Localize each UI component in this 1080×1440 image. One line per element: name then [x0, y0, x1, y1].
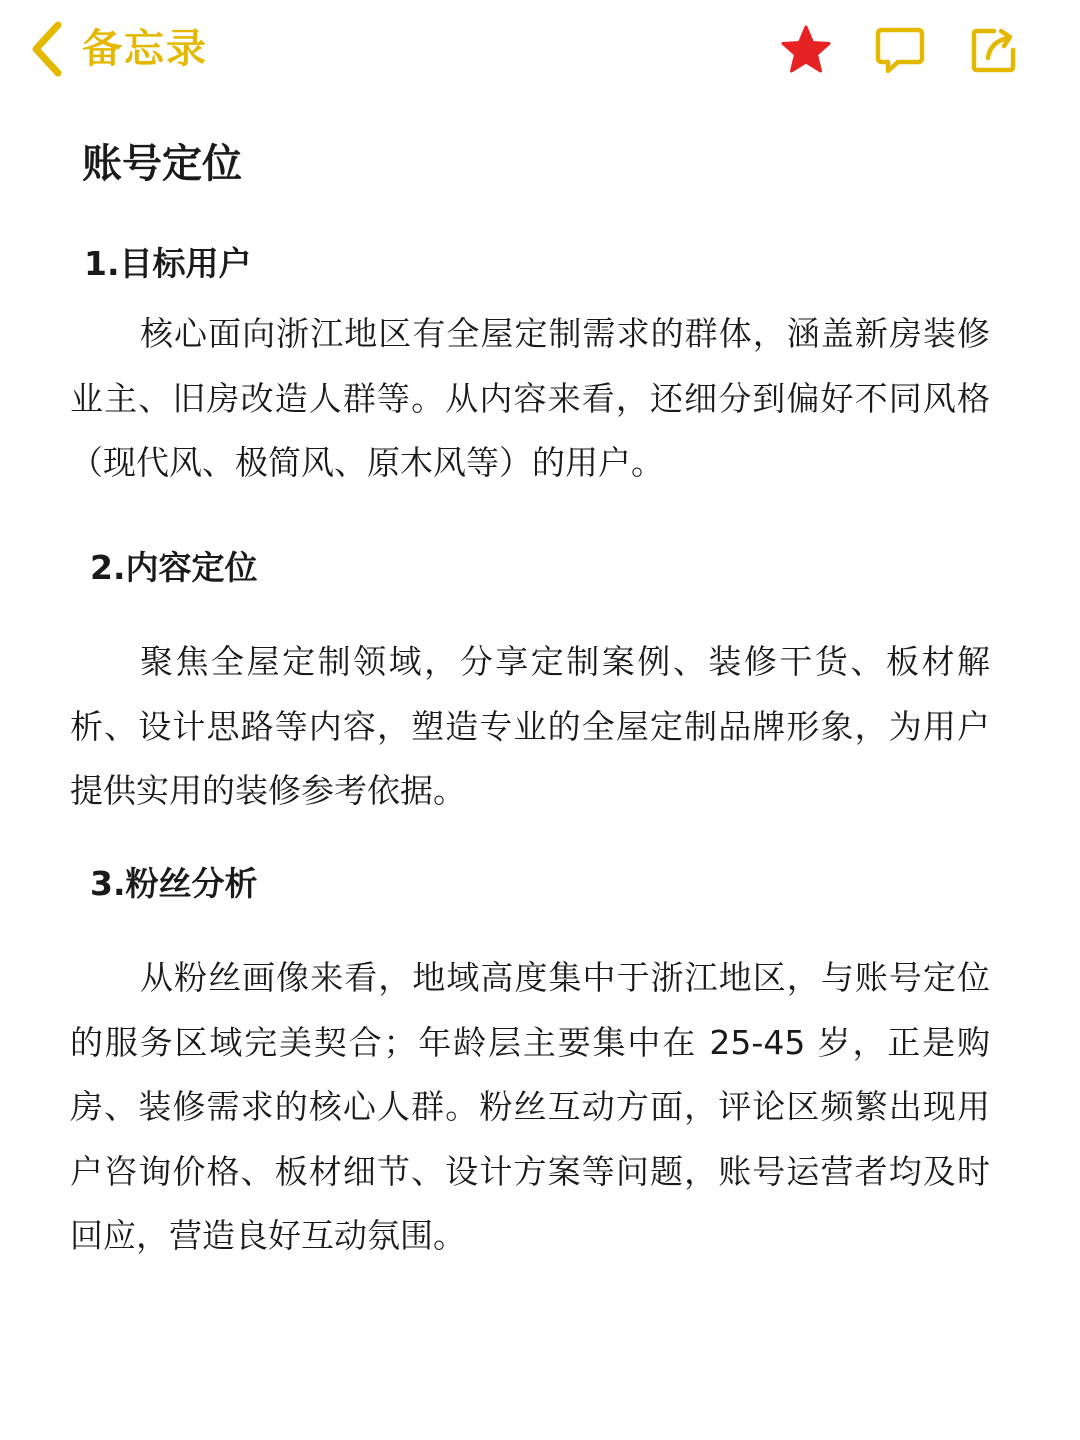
share-icon[interactable] [968, 24, 1020, 76]
chevron-left-icon [28, 19, 68, 79]
comment-icon[interactable] [874, 24, 926, 76]
toolbar-icons [780, 24, 1020, 76]
top-bar [0, 0, 1080, 100]
section-heading-content-positioning: 2.内容定位 [90, 548, 258, 587]
back-button[interactable] [28, 18, 208, 80]
star-icon[interactable] [780, 24, 832, 76]
section-body-target-users: 核心面向浙江地区有全屋定制需求的群体，涵盖新房装修业主、旧房改造人群等。从内容来看，还细分到偏好不同风格（现代风、极简风、原木风等）的用户。 [70, 314, 990, 482]
section-body-fan-analysis: 从粉丝画像来看，地域高度集中于浙江地区，与账号定位的服务区域完美契合；年龄层主要集中在 25-45 岁，正是购房、装修需求的核心人群。粉丝互动方面，评论区频繁出现用户咨询价格、板材细节、设计方案等问题，账号运营者均及时回应，营造良好互动氛围。 [70, 958, 990, 1255]
section-heading-target-users: 1.目标用户 [84, 244, 252, 283]
section-body-content-positioning: 聚焦全屋定制领域，分享定制案例、装修干货、板材解析、设计思路等内容，塑造专业的全屋定制品牌形象，为用户提供实用的装修参考依据。 [70, 642, 990, 810]
back-label: 备忘录 [82, 26, 208, 72]
section-heading-fan-analysis: 3.粉丝分析 [90, 864, 258, 903]
page-title: 账号定位 [82, 141, 242, 187]
